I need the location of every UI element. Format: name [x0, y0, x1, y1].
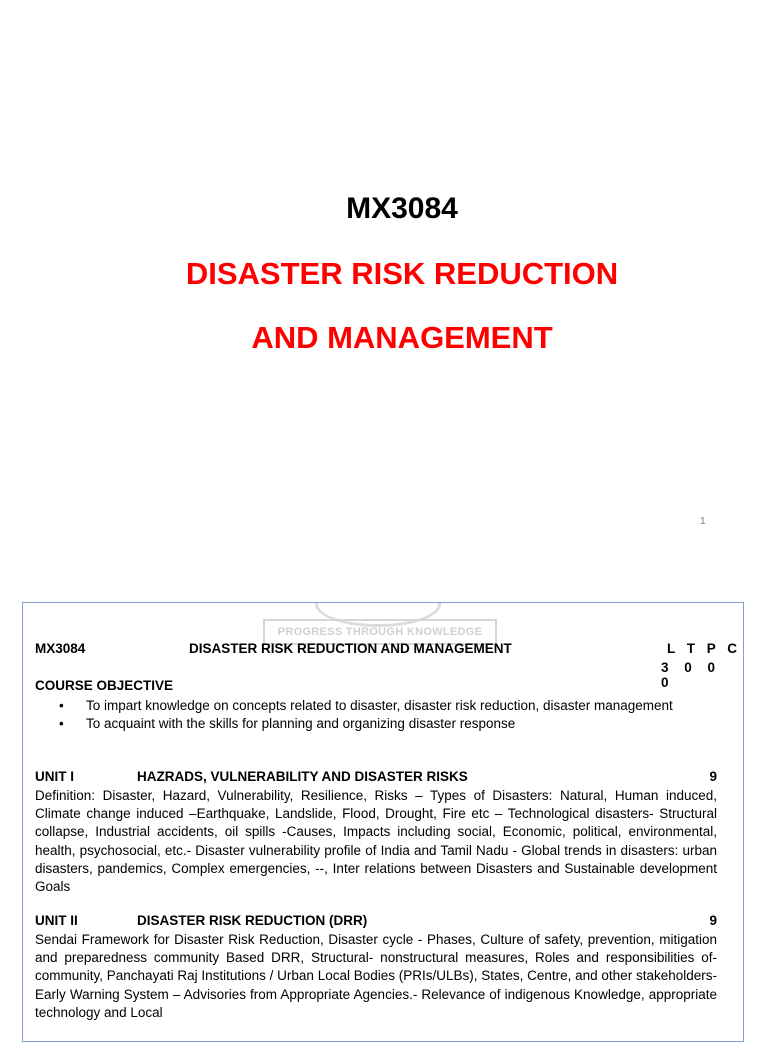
unit-1-body: Definition: Disaster, Hazard, Vulnerability, Resilience, Risks – Types of Disasters: Natural, Human induced, Climate change induced –Earthquake, Landslide, Flood, Drought, Fire etc – Technological disasters- Structural collapse, Industrial accidents, oil spills -Causes, Impacts including social, Economic, political, environmental, health, psychosocial, etc.- Disaster vulnerability profile of India and Tamil Nadu - Global trends in disasters: urban disasters, pandemics, Complex emergencies, --, Inter relations between Disasters and Sustainable development Goals: [35, 788, 717, 895]
ltpc-label: L T P C: [667, 641, 742, 656]
watermark-banner: PROGRESS THROUGH KNOWLEDGE: [263, 619, 497, 645]
ltpc-values: 3 0 0 0: [661, 660, 722, 690]
bullet-icon: •: [59, 698, 64, 713]
syllabus-course-code: MX3084: [35, 641, 86, 656]
syllabus-course-title: DISASTER RISK REDUCTION AND MANAGEMENT: [189, 641, 512, 656]
unit-hours: 9: [709, 769, 717, 784]
unit-title: DISASTER RISK REDUCTION (DRR): [137, 913, 368, 928]
unit-number: UNIT I: [35, 769, 74, 784]
course-code-heading: MX3084: [346, 192, 458, 225]
unit-2-body: Sendai Framework for Disaster Risk Reduction, Disaster cycle - Phases, Culture of safety, prevention, mitigation and preparedness community Based DRR, Structural- nonstructural measures, Roles and responsibilities of- community, Panchayati Raj Institutions / Urban Local Bodies (PRIs/ULBs), States, Centre, and other stakeholders- Early Warning System – Advisories from Appropriate Agencies.- Relevance of indigenous Knowledge, appropriate technology and Local: [35, 932, 717, 1020]
unit-number: UNIT II: [35, 913, 78, 928]
objective-list: [59, 697, 719, 733]
unit-hours: 9: [709, 913, 717, 928]
bullet-icon: •: [59, 716, 64, 731]
list-item: [59, 715, 719, 732]
syllabus-page: [22, 602, 744, 1042]
unit-title: HAZRADS, VULNERABILITY AND DISASTER RISKS: [137, 769, 468, 784]
course-title-line-1: DISASTER RISK REDUCTION: [185, 256, 619, 291]
course-title-line-2: AND MANAGEMENT: [251, 320, 553, 355]
objective-text: To acquaint with the skills for planning and organizing disaster response: [86, 716, 516, 731]
page-number: 1: [700, 516, 706, 527]
objective-text: To impart knowledge on concepts related to disaster, disaster risk reduction, disaster management: [86, 698, 673, 713]
course-objective-heading: COURSE OBJECTIVE: [35, 678, 174, 693]
list-item: [59, 697, 719, 714]
